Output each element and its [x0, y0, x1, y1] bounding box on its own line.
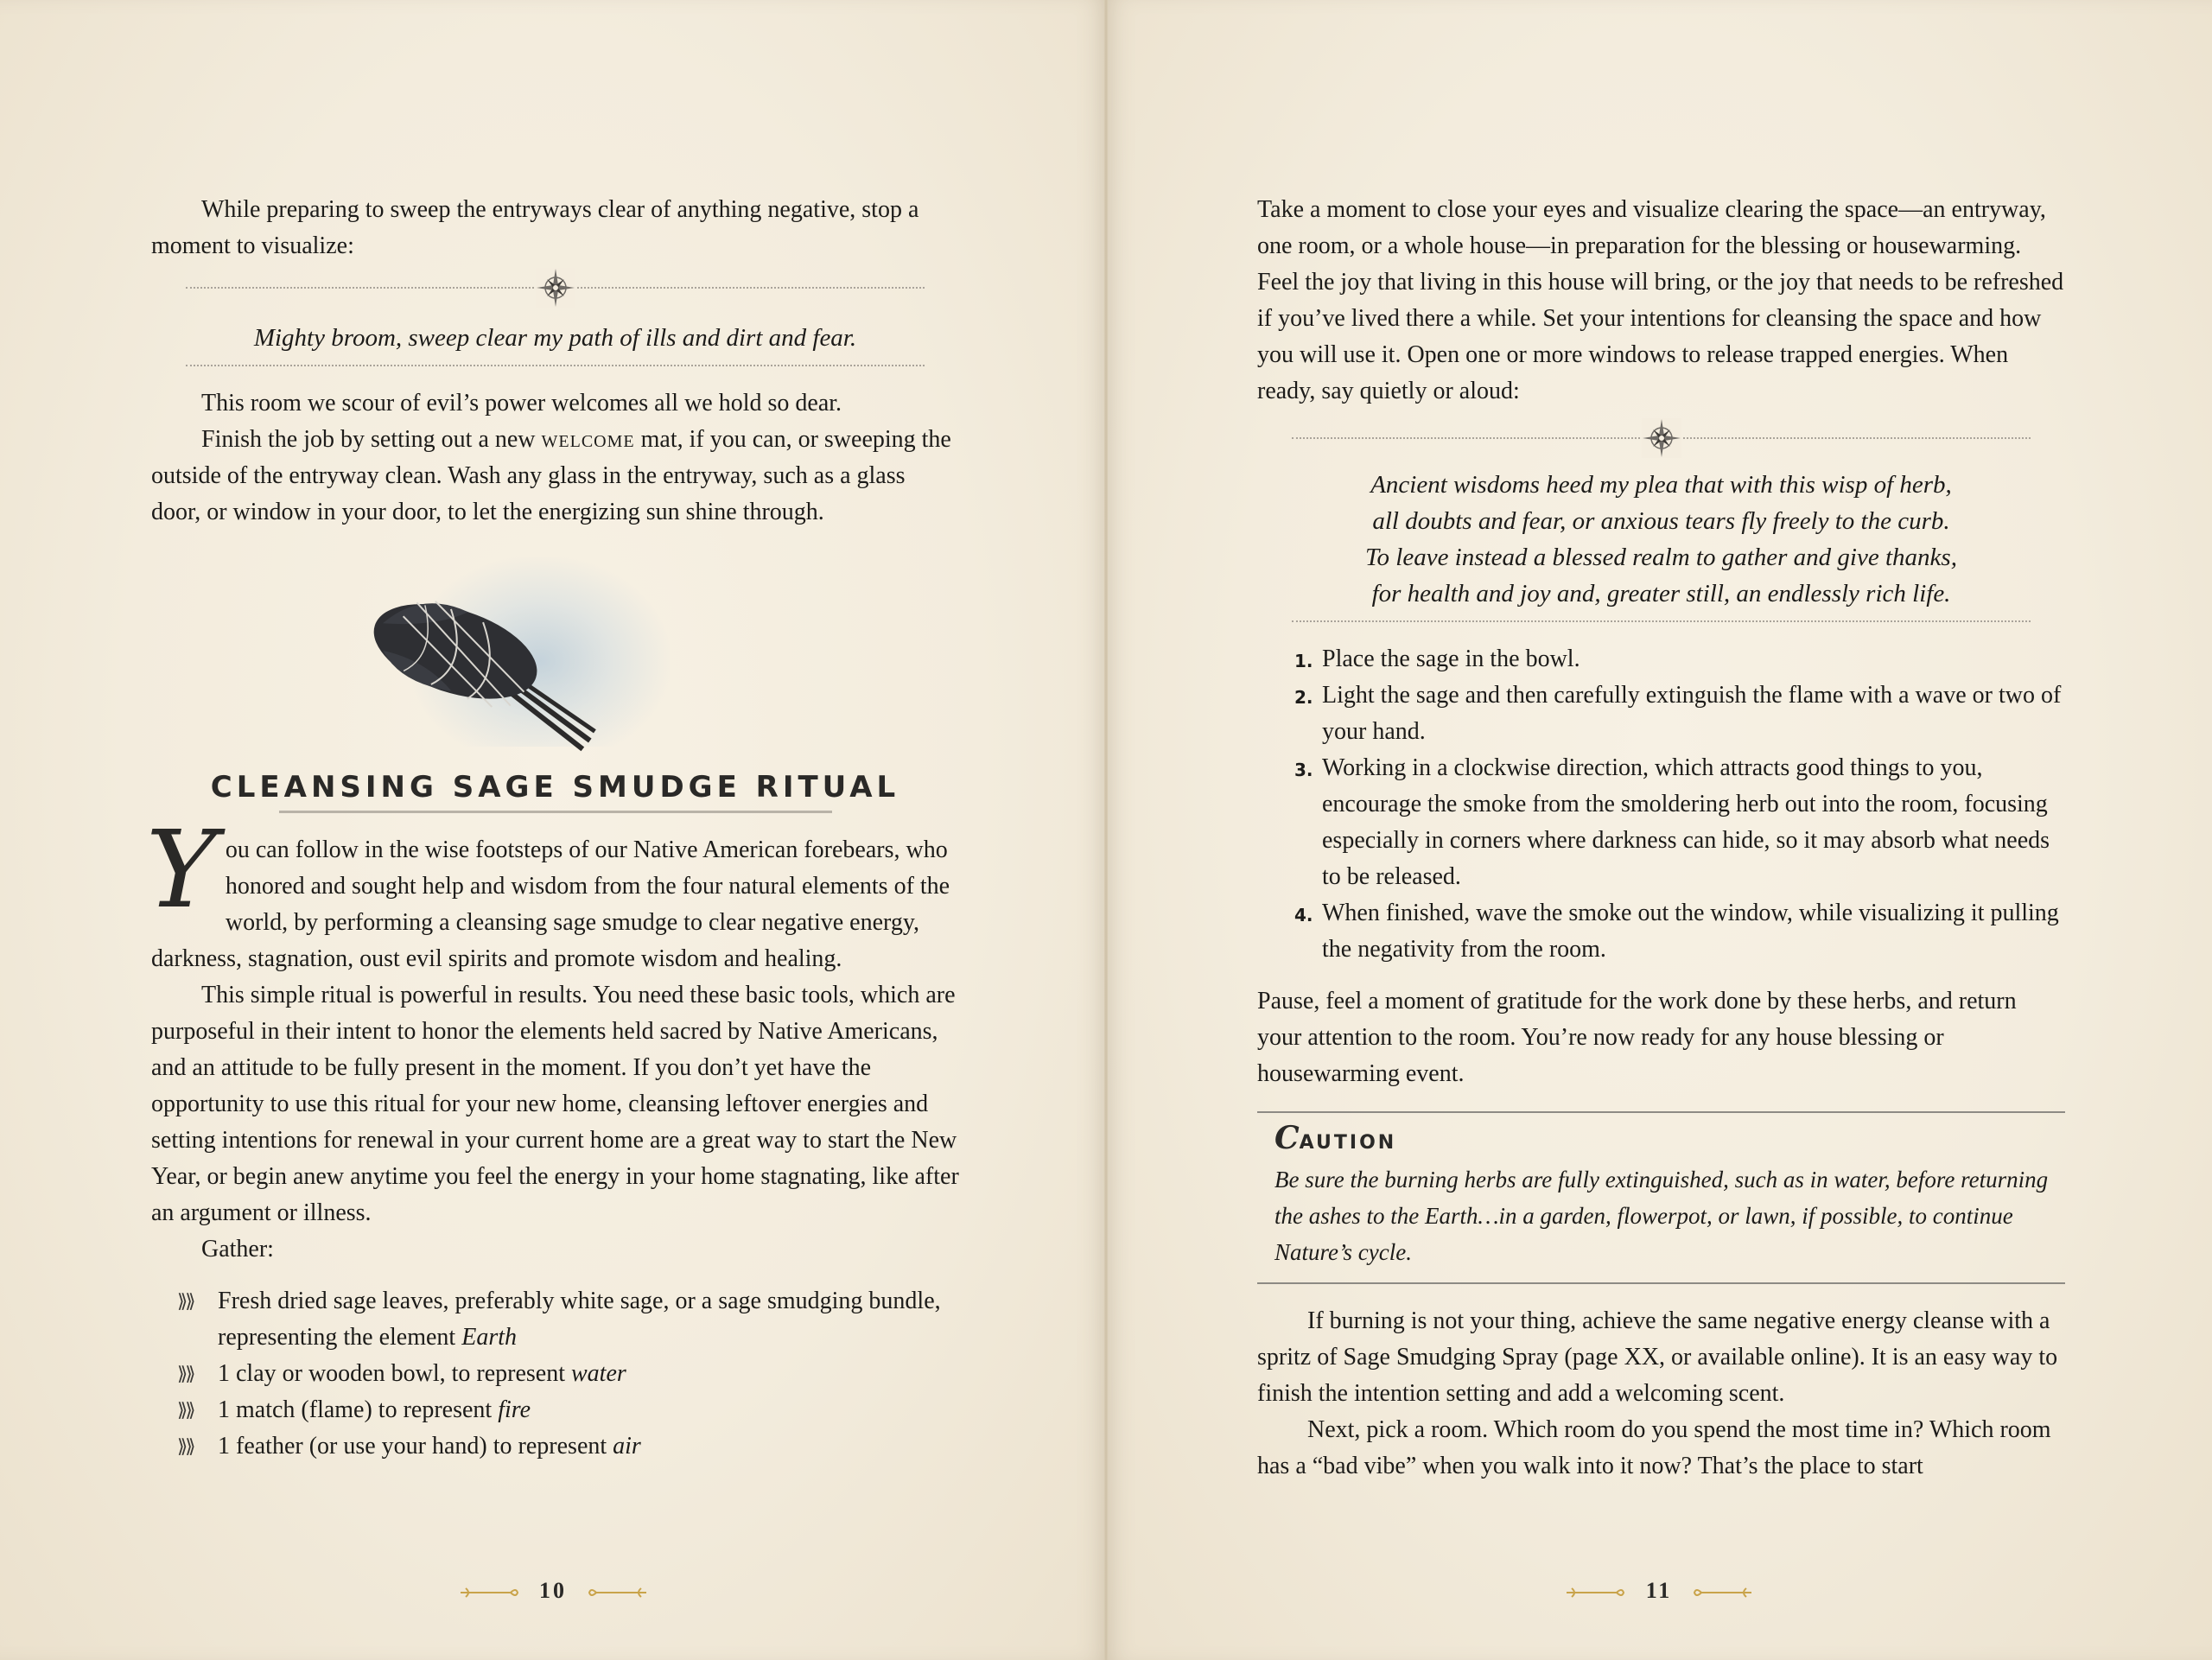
section-heading: CLEANSING SAGE SMUDGE RITUAL — [210, 770, 900, 805]
step-item: 4. When finished, wave the smoke out the window, while visualizing it pulling the negativity from the room. — [1294, 900, 2059, 963]
heading-underline — [279, 811, 832, 813]
step-item: 2. Light the sage and then carefully extinguish the flame with a wave or two of your hand. — [1294, 682, 2062, 745]
poem-line: Ancient wisdoms heed my plea that with this wisp of herb, — [1370, 471, 1952, 499]
pause-paragraph: Pause, feel a moment of gratitude for the work done by these herbs, and return your attention to the room. You’re now ready for any house blessing or housewarming event. — [1257, 988, 2017, 1087]
caution-title: CAUTION — [1274, 1120, 1397, 1156]
list-item: ⟫⟫ 1 match (flame) to represent fire — [151, 1392, 959, 1428]
right-column — [1257, 192, 2065, 1485]
steps-list — [1257, 641, 2065, 968]
flourish-left-icon — [1565, 1586, 1625, 1600]
broom-quote: Mighty broom, sweep clear my path of ills and dirt and fear. — [253, 324, 857, 352]
visualize-paragraph: Take a moment to close your eyes and visualize clearing the space—an entryway, one room, or a whole house—in preparation for the blessing or housewarming. Feel the joy that living in this house will bring, or the joy that needs to be refreshed if you’ve lived there a while. Set your intentions for cleansing the space and how you will use it. Open one or more windows to release trapped energies. When ready, say quietly or aloud: — [1257, 196, 2064, 404]
welcome-smallcaps: welcome — [541, 426, 635, 453]
ritual-paragraph: This simple ritual is powerful in results. You need these basic tools, which are purposeful in their intent to honor the elements held sacred by Native Americans, and an attitude to be fully present in the moment. If you don’t yet have the opportunity to use this ritual for your new home, cleansing leftover energies and setting intentions for renewal in your current home are a great way to start the New Year, or begin anew anytime you feel the energy in your home stagnating, like after an argument or illness. — [151, 982, 959, 1226]
gather-list — [151, 1283, 959, 1465]
compass-star-icon — [536, 268, 575, 308]
left-column — [146, 192, 959, 1465]
arrow-bullet-icon: ⟫⟫ — [177, 1290, 194, 1312]
arrow-bullet-icon: ⟫⟫ — [177, 1363, 194, 1384]
intro-paragraph: While preparing to sweep the entryways clear of anything negative, stop a moment to visualize: — [151, 196, 919, 259]
sage-intro-paragraph: You can follow in the wise footsteps of our Native American forebears, who honored and sought help and wisdom from the four natural elements of the world, by performing a cleansing sage smudge to clear negative energy, darkness, stagnation, oust evil spirits and promote wisdom and healing. — [146, 808, 950, 972]
gather-label: Gather: — [201, 1236, 274, 1262]
arrow-bullet-icon: ⟫⟫ — [177, 1399, 194, 1421]
flourish-right-icon — [588, 1586, 648, 1600]
caution-text: Be sure the burning herbs are fully extinguished, such as in water, before returning the ashes to the Earth…in a garden, flowerpot, or lawn, if possible, to continue Nature’s cycle. — [1274, 1167, 2049, 1265]
step-item: 1. Place the sage in the bowl. — [1294, 646, 1580, 672]
page-number-left: 10 — [423, 1578, 683, 1604]
list-item: ⟫⟫ 1 clay or wooden bowl, to represent water — [151, 1356, 959, 1392]
list-item: ⟫⟫ 1 feather (or use your hand) to represent air — [151, 1428, 959, 1465]
right-page — [1106, 0, 2212, 1660]
arrow-bullet-icon: ⟫⟫ — [177, 1435, 194, 1457]
blessing-poem — [1257, 467, 2065, 612]
list-item: ⟫⟫ Fresh dried sage leaves, preferably white sage, or a sage smudging bundle, representing the element Earth — [151, 1283, 959, 1356]
finish-paragraph: Finish the job by setting out a new welcome mat, if you can, or sweeping the outside of the entryway clean. Wash any glass in the entryway, such as a glass door, or window in your door, to let the energizing sun shine through. — [151, 426, 951, 525]
poem-line: for health and joy and, greater still, an endlessly rich life. — [1371, 580, 1951, 607]
compass-ornament-divider — [151, 268, 959, 308]
quote-continuation: This room we scour of evil’s power welcomes all we hold so dear. — [201, 390, 842, 417]
drop-cap: Y — [146, 808, 217, 932]
page-number-right: 11 — [1529, 1578, 1789, 1604]
compass-star-icon — [1642, 418, 1681, 458]
step-item: 3. Working in a clockwise direction, which attracts good things to you, encourage the smoke from the smoldering herb out into the room, focusing especially in corners where darkness can hide, so it may absorb what needs to be released. — [1294, 754, 2050, 890]
quote-bottom-rule — [186, 365, 925, 366]
sage-illustration — [151, 548, 959, 764]
poem-line: To leave instead a blessed realm to gather and give thanks, — [1365, 544, 1957, 571]
spray-paragraph: If burning is not your thing, achieve the same negative energy cleanse with a spritz of Sage Smudging Spray (page XX, or available online). It is an easy way to finish the intention setting and add a welcoming scent. — [1257, 1307, 2058, 1407]
flourish-left-icon — [459, 1586, 519, 1600]
compass-ornament-divider — [1257, 418, 2065, 458]
caution-box — [1257, 1111, 2065, 1284]
poem-bottom-rule — [1292, 620, 2031, 622]
poem-line: all doubts and fear, or anxious tears fly freely to the curb. — [1372, 507, 1950, 535]
next-paragraph: Next, pick a room. Which room do you spend the most time in? Which room has a “bad vibe” when you walk into it now? That’s the place to start — [1257, 1416, 2051, 1479]
book-gutter — [1104, 0, 1108, 1660]
flourish-right-icon — [1693, 1586, 1753, 1600]
sage-bundle-icon — [151, 548, 959, 764]
